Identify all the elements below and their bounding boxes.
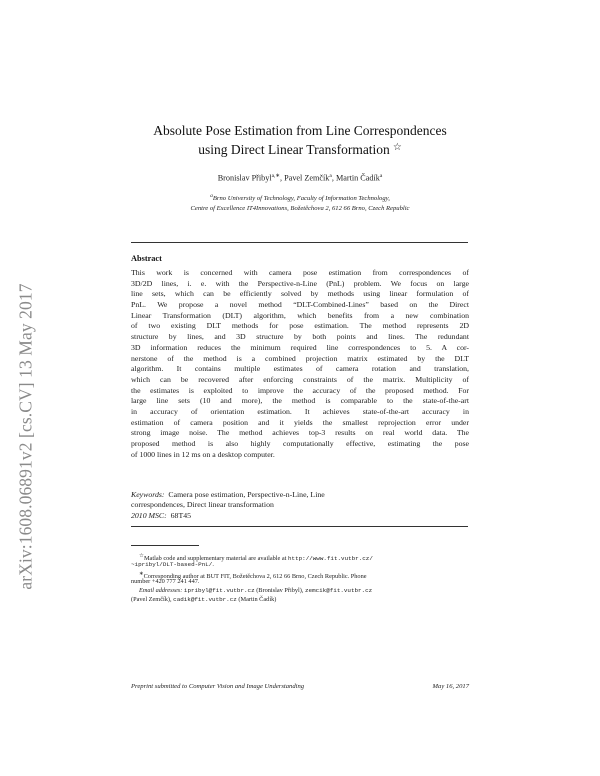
email-link-zemcik[interactable]: zemcik@fit.vutbr.cz <box>305 587 373 595</box>
abstract-line: strong image noise. The method achieves top-3 results on real world data. The <box>131 428 469 438</box>
author-2-marks: a <box>329 173 332 179</box>
title-line-1: Absolute Pose Estimation from Line Correspondences <box>153 123 447 138</box>
footnote-star-line-2 <box>131 561 469 570</box>
footnote-star-end: . <box>212 560 214 568</box>
abstract-line: This work is concerned with camera pose estimation from correspondences of <box>131 268 469 277</box>
author-2: Pavel Zemčík <box>284 173 330 183</box>
affiliation-line-2: Centre of Excellence IT4Innovations, Božetěchova 2, 612 66 Brno, Czech Republic <box>190 205 410 213</box>
abstract-top-rule <box>131 242 468 243</box>
abstract-line: which can be recovered after enforcing constraints of the matrix. Multiplicity of <box>131 374 469 384</box>
abstract-line: Linear Transformation (DLT) algorithm, which benefits from a new combination <box>131 310 469 320</box>
affiliation <box>100 191 500 214</box>
msc-line <box>131 511 469 521</box>
abstract-line: estimation of camera position and it yields the smallest reprojection error under <box>131 417 469 427</box>
footnote-star-mark: ☆ <box>139 553 144 559</box>
author-list <box>100 173 500 183</box>
affiliation-mark: a <box>210 193 213 199</box>
footnote-star-text: Matlab code and supplementary material are available at <box>143 555 287 563</box>
keywords-label: Keywords: <box>131 490 165 499</box>
footnote-rule <box>131 545 199 546</box>
email-link-pribyl[interactable]: ipribyl@fit.vutbr.cz <box>183 587 255 595</box>
footnote-email-line-2 <box>131 596 469 605</box>
abstract-heading: Abstract <box>131 254 162 263</box>
title-footnote-star: ☆ <box>392 142 402 153</box>
email-name-zemcik: (Pavel Zemčík), <box>131 595 172 603</box>
abstract-line: the estimates is exploited to improve the accuracy of the proposed method. For <box>131 385 469 395</box>
abstract-line: large line sets (10 and more), the method is comparable to the state-of-the-art <box>131 396 469 406</box>
email-name-cadik: (Martin Čadík) <box>238 595 277 603</box>
author-separator: , <box>331 173 336 183</box>
footnote-corresponding-line-1 <box>131 570 469 579</box>
email-label: Email addresses: <box>139 587 183 595</box>
abstract-line: algorithm. It contains multiple estimates of camera rotation and translation, <box>131 364 469 374</box>
msc-value: 68T45 <box>170 510 191 520</box>
abstract-line: structure by lines, and 3D structure by both points and lines. The redundant <box>131 332 469 342</box>
footnote-corresponding-text: Corresponding author at BUT FIT, Božetěchova 2, 612 66 Brno, Czech Republic. Phone <box>143 572 367 580</box>
abstract-line: in accuracy of orientation estimation. It achieves state-of-the-art accuracy in <box>131 406 469 416</box>
msc-label: 2010 MSC: <box>131 510 167 520</box>
footer-date: May 16, 2017 <box>432 683 469 690</box>
abstract-line: proposed method is also highly computationally effective, estimating the pose <box>131 439 469 448</box>
footer-preprint-note: Preprint submitted to Computer Vision and Image Understanding <box>131 683 305 690</box>
author-1: Bronislav Přibyl <box>217 173 272 183</box>
author-3: Martin Čadík <box>335 173 380 183</box>
keywords-line-1 <box>131 490 469 500</box>
footnote-star-line-1 <box>131 552 469 561</box>
code-url-link-cont[interactable]: ~ipribyl/DLT-based-PnL/ <box>131 560 213 568</box>
footnote-email-line-1 <box>131 587 469 596</box>
abstract-line: PnL. We propose a novel method “DLT-Combined-Lines” based on the Direct <box>131 300 469 310</box>
title-line-2 <box>100 140 500 159</box>
footnote-corresponding-mark: ∗ <box>139 570 144 577</box>
paper-title <box>100 121 500 159</box>
abstract-line: 3D information reduces the minimum required line correspondences to 5. A cor- <box>131 342 469 352</box>
abstract-line: nerstone of the method is a combined projection matrix estimated by the DLT <box>131 353 469 363</box>
email-name-pribyl: (Bronislav Přibyl), <box>256 587 304 595</box>
abstract-bottom-rule <box>131 526 468 527</box>
author-3-marks: a <box>379 173 383 179</box>
affiliation-line-1-text: Brno University of Technology, Faculty of Information Technology, <box>212 195 390 203</box>
abstract-body <box>131 268 469 460</box>
abstract-line: line sets, which can be efficiently solved by methods using linear formulation of <box>131 289 469 299</box>
keywords-line-2: correspondences, Direct linear transformation <box>131 500 274 510</box>
abstract-line: of 1000 lines in 12 ms on a desktop computer. <box>131 449 275 459</box>
abstract-line: of two existing DLT methods for pose estimation. The method represents 2D <box>131 321 469 331</box>
author-separator: , <box>280 173 285 183</box>
keywords-text-1: Camera pose estimation, Perspective-n-Line, Line <box>168 490 325 499</box>
email-link-cadik[interactable]: cadik@fit.vutbr.cz <box>173 595 237 603</box>
arxiv-stamp-text: arXiv:1608.06891v2 [cs.CV] 13 May 2017 <box>16 282 37 590</box>
affiliation-line-1 <box>100 191 500 204</box>
code-url-link[interactable]: http://www.fit.vutbr.cz/ <box>288 555 373 563</box>
title-line-2-text: using Direct Linear Transformation <box>198 142 390 157</box>
keywords-block <box>131 490 469 521</box>
author-1-marks: a,∗ <box>271 173 281 179</box>
footnote-corresponding-line-2: number +420 777 241 447. <box>131 578 200 586</box>
arxiv-stamp <box>10 201 43 671</box>
footnotes <box>131 552 469 605</box>
abstract-line: 3D/2D lines, i. e. with the Perspective-n-Line (PnL) problem. We focus on large <box>131 278 469 288</box>
